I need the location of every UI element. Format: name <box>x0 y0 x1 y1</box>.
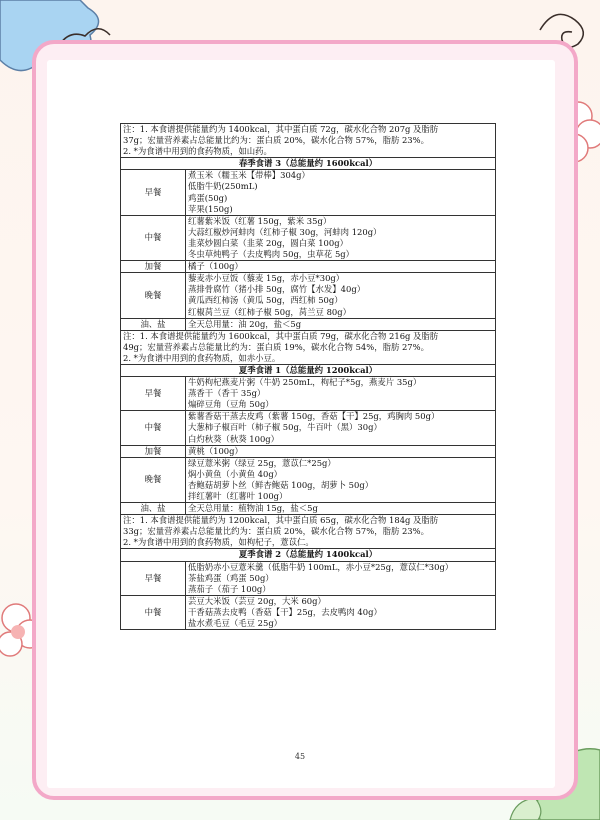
meal-row-dinner <box>121 457 496 502</box>
food-item: 低脂奶赤小豆薏米羹（低脂牛奶 100mL，赤小豆*25g，薏苡仁*30g） <box>188 561 454 572</box>
food-item: 紫薯香菇干蒸去皮鸡（紫薯 150g，香菇【干】25g，鸡胸肉 50g） <box>188 411 440 422</box>
food-item: 干香菇蒸去皮鸭（香菇【干】25g，去皮鸭肉 40g） <box>188 606 382 617</box>
meal-items <box>186 595 496 629</box>
food-item: 韭菜炒圆白菜（韭菜 20g，圆白菜 100g） <box>188 237 348 248</box>
note-line: 2. *为食谱中用到的食药物质，如枸杞子，薏苡仁。 <box>123 537 314 548</box>
food-item: 红薯紫米饭（红薯 150g，紫米 35g） <box>188 215 332 226</box>
recipe-title-row <box>121 549 496 561</box>
meal-row-oil-salt <box>121 503 496 515</box>
meal-items <box>186 411 496 445</box>
meal-label: 加餐 <box>121 445 186 457</box>
food-item: 橘子（100g） <box>188 261 243 272</box>
food-item: 大葱柿子椒百叶（柿子椒 50g，牛百叶（黑）30g） <box>188 422 382 433</box>
meal-items <box>186 377 496 411</box>
page-number: 45 <box>294 752 306 761</box>
meal-items <box>186 215 496 260</box>
meal-row-oil-salt <box>121 318 496 330</box>
meal-row-lunch <box>121 215 496 260</box>
note-line: 49g；宏量营养素占总能量比约为：蛋白质 19%，碳水化合物 54%，脂肪 27%。 <box>123 341 429 352</box>
note-line: 注：1. 本食谱提供能量约为 1600kcal，其中蛋白质 79g，碳水化合物 216g 及脂肪 <box>123 330 439 341</box>
food-item: 蒸香干（香干 35g） <box>188 388 266 399</box>
meal-label: 加餐 <box>121 261 186 273</box>
food-item: 红椒莴兰豆（红柿子椒 50g，莴兰豆 80g） <box>188 306 351 317</box>
food-item: 煮玉米（糯玉米【带棒】304g） <box>188 170 310 181</box>
food-item: 苹果(150g) <box>188 203 233 214</box>
note-row <box>121 330 496 364</box>
meal-label: 油、盐 <box>121 503 186 515</box>
meal-label: 早餐 <box>121 377 186 411</box>
meal-label: 中餐 <box>121 595 186 629</box>
recipe-title: 夏季食谱 2（总能量约 1400kcal） <box>121 549 496 561</box>
food-item: 低脂牛奶(250mL) <box>188 181 258 192</box>
food-item: 茶盐鸡蛋（鸡蛋 50g） <box>188 572 274 583</box>
note-line: 注：1. 本食谱提供能量约为 1200kcal，其中蛋白质 65g，碳水化合物 184g 及脂肪 <box>123 515 439 526</box>
note-row <box>121 515 496 549</box>
meal-row-breakfast <box>121 377 496 411</box>
food-item: 绿豆薏米粥（绿豆 25g，薏苡仁*25g） <box>188 457 336 468</box>
food-item: 杏鲍菇胡萝卜丝（鲜杏鲍菇 100g，胡萝卜 50g） <box>188 479 374 490</box>
meal-label: 晚餐 <box>121 457 186 502</box>
food-item: 芸豆大米饭（芸豆 20g，大米 60g） <box>188 595 326 606</box>
note-row <box>121 124 496 158</box>
meal-items <box>186 561 496 595</box>
food-item: 大蒜红椒炒河蚌肉（红柿子椒 30g，河蚌肉 120g） <box>188 226 382 237</box>
food-item: 蒸排骨腐竹（猪小排 50g，腐竹【水发】40g） <box>188 284 366 295</box>
oil-salt-text: 全天总用量：植物油 15g，盐＜5g <box>186 503 496 515</box>
food-item: 蒸茄子（茄子 100g） <box>188 583 271 594</box>
recipe-title-row <box>121 364 496 376</box>
meal-label: 油、盐 <box>121 318 186 330</box>
meal-row-dinner <box>121 273 496 318</box>
food-item: 盐水煮毛豆（毛豆 25g） <box>188 618 283 629</box>
meal-row-snack <box>121 261 496 273</box>
meal-label: 晚餐 <box>121 273 186 318</box>
meal-row-breakfast <box>121 561 496 595</box>
food-item: 牛奶枸杞燕麦片粥（牛奶 250mL，枸杞子*5g，燕麦片 35g） <box>188 377 422 388</box>
meal-row-lunch <box>121 595 496 629</box>
food-item: 白灼秋葵（秋葵 100g） <box>188 433 280 444</box>
meal-items <box>186 445 496 457</box>
note-line: 33g；宏量营养素占总能量比约为：蛋白质 20%，碳水化合物 57%，脂肪 23%。 <box>123 526 429 537</box>
food-item: 黄瓜西红柿汤（黄瓜 50g，西红柿 50g） <box>188 295 343 306</box>
recipe-table <box>120 123 496 630</box>
meal-items <box>186 170 496 215</box>
food-item: 黄桃（100g） <box>188 445 243 456</box>
meal-label: 中餐 <box>121 215 186 260</box>
note-line: 2. *为食谱中用到的食药物质，如山药。 <box>123 146 272 157</box>
meal-items <box>186 457 496 502</box>
meal-items <box>186 273 496 318</box>
meal-row-breakfast <box>121 170 496 215</box>
recipe-title: 夏季食谱 1（总能量约 1200kcal） <box>121 364 496 376</box>
note-line: 37g；宏量营养素占总能量比约为：蛋白质 20%，碳水化合物 57%，脂肪 23%。 <box>123 135 429 146</box>
food-item: 冬虫草炖鸭子（去皮鸭肉 50g，虫草花 5g） <box>188 249 355 260</box>
meal-items <box>186 261 496 273</box>
note-line: 2. *为食谱中用到的食药物质，如赤小豆。 <box>123 352 281 363</box>
food-item: 焖小黄鱼（小黄鱼 40g） <box>188 468 283 479</box>
food-item: 煸碎豆角（豆角 50g） <box>188 399 274 410</box>
meal-label: 中餐 <box>121 411 186 445</box>
recipe-title-row <box>121 158 496 170</box>
oil-salt-text: 全天总用量：油 20g，盐＜5g <box>186 318 496 330</box>
food-item: 拌红薯叶（红薯叶 100g） <box>188 491 288 501</box>
meal-row-snack <box>121 445 496 457</box>
food-item: 藜麦赤小豆饭（藜麦 15g，赤小豆*30g） <box>188 273 345 284</box>
meal-row-lunch <box>121 411 496 445</box>
recipe-title: 春季食谱 3（总能量约 1600kcal） <box>121 158 496 170</box>
meal-label: 早餐 <box>121 561 186 595</box>
note-line: 注：1. 本食谱提供能量约为 1400kcal，其中蛋白质 72g，碳水化合物 207g 及脂肪 <box>123 124 439 134</box>
meal-label: 早餐 <box>121 170 186 215</box>
food-item: 鸡蛋(50g) <box>188 192 228 203</box>
